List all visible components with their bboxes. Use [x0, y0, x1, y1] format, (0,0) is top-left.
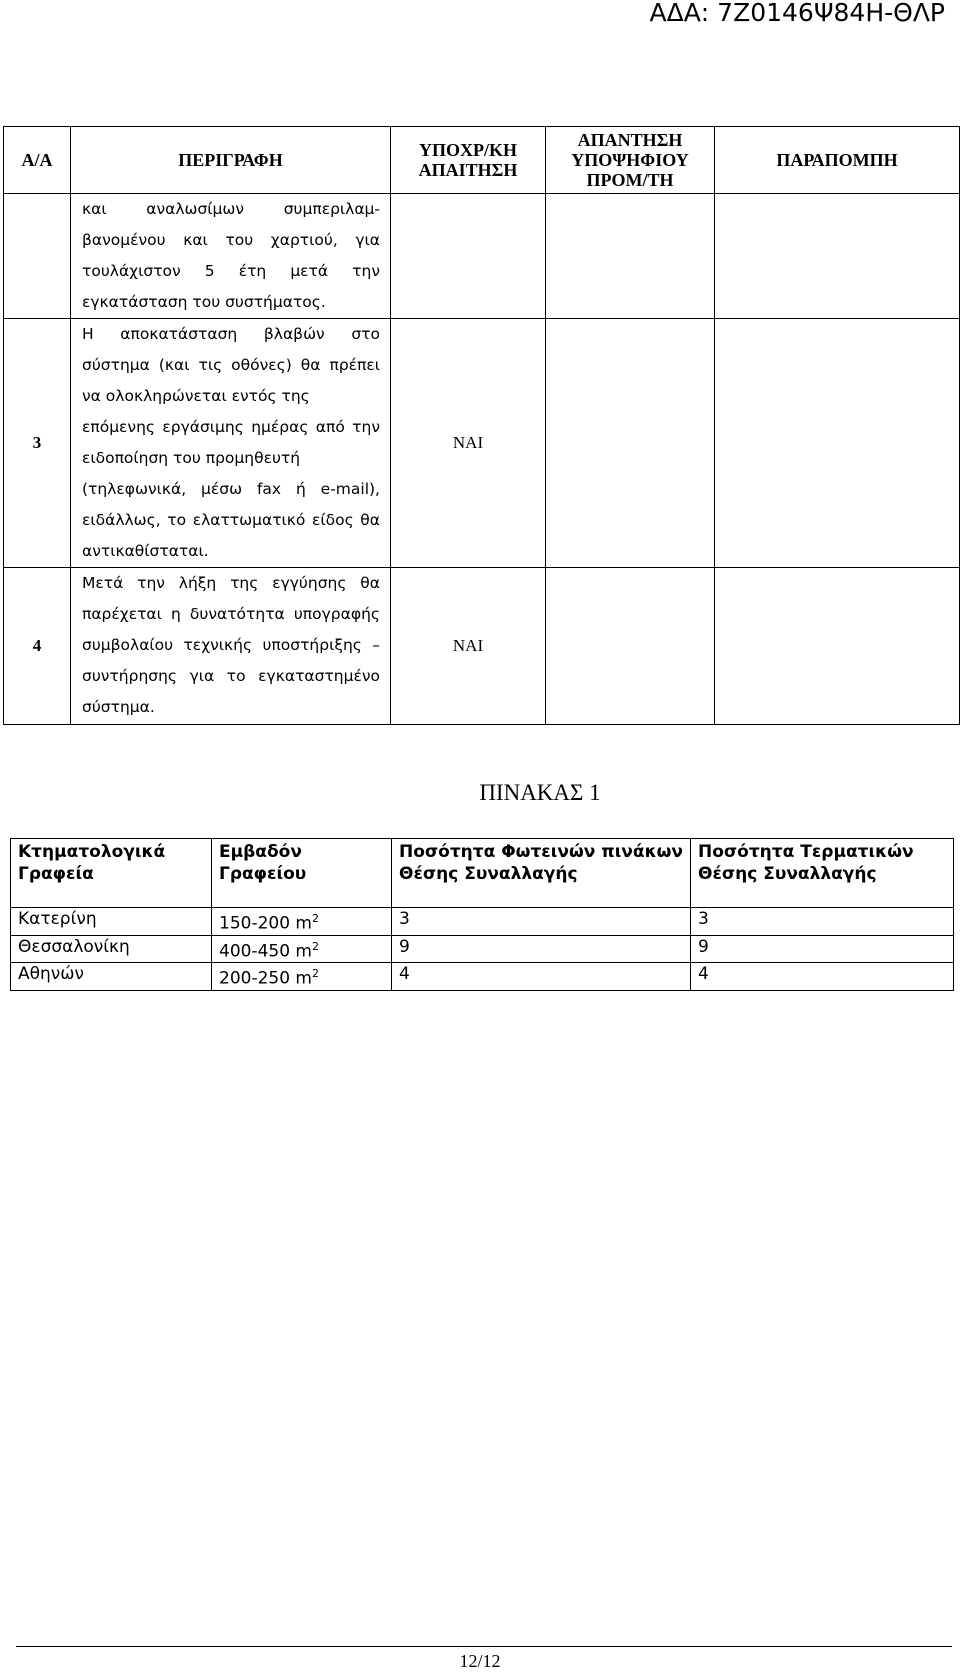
page-number: 12/12 [459, 1651, 501, 1671]
desc-line: ειδάλλως, το ελαττωματικό είδος θα [82, 511, 380, 529]
table1-cell-area [212, 908, 392, 936]
table-row [11, 963, 954, 991]
desc-line: τουλάχιστον 5 έτη μετά την [82, 262, 380, 280]
cell-reference-empty [715, 568, 960, 725]
desc-line: να ολοκληρώνεται εντός της [82, 387, 310, 405]
cell-num: 3 [4, 319, 71, 568]
table1-title: ΠΙΝΑΚΑΣ 1 [479, 780, 601, 805]
cell-num-empty [4, 194, 71, 319]
table1-header-office: Κτηματολογικά Γραφεία [11, 839, 212, 908]
table1-cell-office: Κατερίνη [11, 908, 212, 936]
table-row-continuation [4, 194, 960, 319]
cell-description [71, 194, 391, 319]
desc-line: (τηλεφωνικά, μέσω fax ή e-mail), [82, 480, 380, 498]
area-unit-exponent: 2 [312, 939, 319, 953]
col-description-header: ΠΕΡΙΓΡΑΦΗ [71, 127, 391, 194]
table1 [10, 838, 954, 991]
table1-cell-panels: 4 [392, 963, 691, 991]
desc-line: ειδοποίηση του προμηθευτή [82, 449, 301, 467]
table1-cell-office: Θεσσαλονίκη [11, 935, 212, 963]
table1-cell-terminals: 9 [691, 935, 954, 963]
table1-cell-terminals: 4 [691, 963, 954, 991]
desc-line: Η αποκατάσταση βλαβών στο [82, 325, 380, 343]
desc-line: συντήρησης για το εγκαταστημένο [82, 667, 380, 685]
col-aa-header: Α/Α [4, 127, 71, 194]
cell-num: 4 [4, 568, 71, 725]
footer-divider [16, 1646, 952, 1647]
table-row-4 [4, 568, 960, 725]
table1-cell-panels: 3 [392, 908, 691, 936]
desc-line: σύστημα (και τις οθόνες) θα πρέπει [82, 356, 380, 374]
requirements-table [3, 126, 960, 725]
cell-description [71, 319, 391, 568]
col-reference-header: ΠΑΡΑΠΟΜΠΗ [715, 127, 960, 194]
area-value: 150-200 m [219, 913, 312, 934]
table-row-3 [4, 319, 960, 568]
desc-line: σύστημα. [82, 698, 155, 716]
table1-cell-terminals: 3 [691, 908, 954, 936]
area-value: 200-250 m [219, 968, 312, 989]
cell-required: ΝΑΙ [391, 319, 546, 568]
table1-cell-area [212, 935, 392, 963]
table-row [11, 908, 954, 936]
cell-required-empty [391, 194, 546, 319]
cell-answer-empty [546, 319, 715, 568]
desc-line: Μετά την λήξη της εγγύησης θα [82, 574, 380, 592]
cell-required: ΝΑΙ [391, 568, 546, 725]
cell-reference-empty [715, 319, 960, 568]
desc-line: και αναλωσίμων συμπεριλαμ- [82, 200, 380, 218]
table1-header-terminals: Ποσότητα Τερματικών Θέσης Συναλλαγής [691, 839, 954, 908]
cell-description [71, 568, 391, 725]
table1-header-panels: Ποσότητα Φωτεινών πινάκων Θέσης Συναλλαγής [392, 839, 691, 908]
table1-header-area: Εμβαδόν Γραφείου [212, 839, 392, 908]
desc-line: εγκατάσταση του συστήματος. [82, 293, 326, 311]
table1-cell-area [212, 963, 392, 991]
area-unit-exponent: 2 [312, 912, 319, 925]
table1-cell-panels: 9 [392, 935, 691, 963]
col-answer-header: ΑΠΑΝΤΗΣΗ ΥΠΟΨΗΦΙΟΥ ΠΡΟΜ/ΤΗ [546, 127, 715, 194]
desc-line: παρέχεται η δυνατότητα υπογραφής [82, 605, 380, 623]
desc-line: αντικαθίσταται. [82, 542, 209, 560]
requirements-header-row [4, 127, 960, 194]
area-unit-exponent: 2 [312, 967, 319, 981]
cell-reference-empty [715, 194, 960, 319]
table1-cell-office: Αθηνών [11, 963, 212, 991]
desc-line: επόμενης εργάσιμης ημέρας από την [82, 418, 380, 436]
area-value: 400-450 m [219, 941, 312, 962]
desc-line: συμβολαίου τεχνικής υποστήριξης – [82, 636, 380, 654]
table-row [11, 935, 954, 963]
cell-answer-empty [546, 194, 715, 319]
cell-answer-empty [546, 568, 715, 725]
table1-header-row [11, 839, 954, 908]
desc-line: βανομένου και του χαρτιού, για [82, 231, 380, 249]
document-ada-code: ΑΔΑ: 7Ζ0146Ψ84Η-ΘΛΡ [649, 0, 945, 27]
col-required-header: ΥΠΟΧΡ/ΚΗ ΑΠΑΙΤΗΣΗ [391, 127, 546, 194]
